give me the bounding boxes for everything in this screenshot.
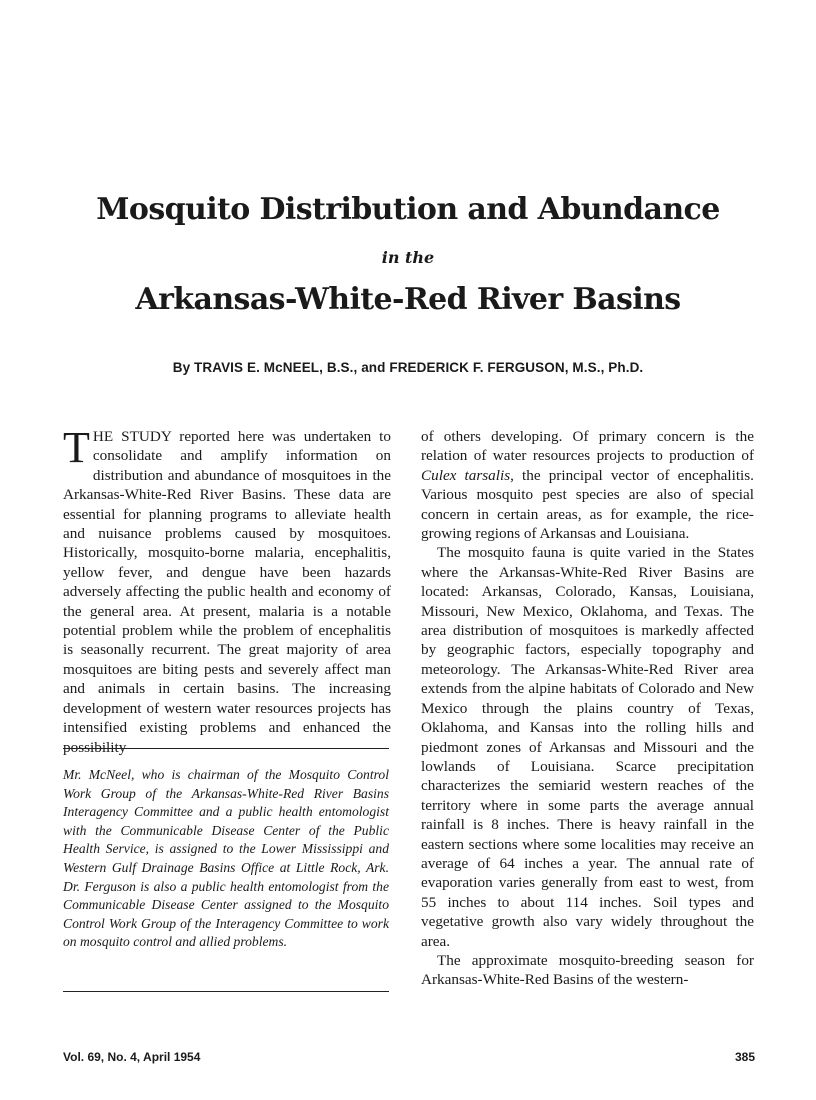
continued-paragraph <box>421 427 754 543</box>
body-column-left <box>63 423 391 757</box>
intro-paragraph <box>63 423 391 757</box>
body-column-right <box>421 427 754 990</box>
page-number: 385 <box>734 1050 755 1064</box>
author-footnote: Mr. McNeel, who is chairman of the Mosquito Control Work Group of the Arkansas-White-Red River Basins Interagency Committee and a public health entomologist with the Communicable Disease Center of the Public Health Service, is assigned to the Lower Mississippi and Western Gulf Drainage Basins Office at Little Rock, Ark. Dr. Ferguson is also a public health entomologist from the Communicable Disease Center assigned to the Mosquito Control Work Group of the Interagency Committee to work on mosquito control and allied problems. <box>63 767 389 950</box>
article-title-connector: in the <box>381 248 435 267</box>
footnote-rule-bottom <box>63 991 389 992</box>
continued-paragraph-text-b: , the principal vector of encephalitis. Various mosquito pest species are also of special concern in certain areas, as for example, the rice-growing regions of Arkansas and Louisiana. <box>421 466 754 543</box>
footnote-rule-top <box>63 748 389 749</box>
lead-in-caps: HE STUDY <box>92 428 172 445</box>
intro-paragraph-text: reported here was undertaken to consolidate and amplify information on distribution and abundance of mosquitoes in the Arkansas-White-Red River Basins. These data are essential for planning programs to alleviate health and nuisance problems caused by mosquitoes. Historically, mosquito-borne malaria, encephalitis, yellow fever, and dengue have been hazards adversely affecting the public health and economy of the general area. At present, malaria is a notable potential problem while the problem of encephalitis is seasonally recurrent. The great majority of area mosquitoes are biting pests and severely affect man and animals in certain basins. The increasing development of western water resources projects has intensified existing problems and enhanced the possibility <box>63 428 391 756</box>
drop-cap: T <box>63 423 90 472</box>
breeding-season-paragraph: The approximate mosquito-breeding season for Arkansas-White-Red Basins of the western- <box>421 951 754 989</box>
article-title-line-1: Mosquito Distribution and Abundance <box>96 192 720 227</box>
issue-info: Vol. 69, No. 4, April 1954 <box>63 1050 201 1064</box>
continued-paragraph-text-a: of others developing. Of primary concern is the relation of water resources projects to production of <box>421 428 754 465</box>
species-name: Culex tarsalis <box>421 466 511 484</box>
article-title-line-2: Arkansas-White-Red River Basins <box>135 282 681 317</box>
fauna-paragraph: The mosquito fauna is quite varied in the States where the Arkansas-White-Red River Basins are located: Arkansas, Colorado, Kansas, Louisiana, Missouri, New Mexico, Oklahoma, and Texas. The area distribution of mosquitoes is markedly affected by geographic factors, especially topography and meteorology. The Arkansas-White-Red River area extends from the alpine habitats of Colorado and New Mexico through the plains country of Texas, Oklahoma, and Kansas into the rolling hills and piedmont zones of Arkansas and Missouri and the lowlands of Louisiana. Scarce precipitation characterizes the semiarid western reaches of the territory where in some parts the average annual rainfall is 8 inches. There is heavy rainfall in the eastern sections where some localities may receive an average of 64 inches a year. The annual rate of evaporation varies generally from east to west, from 55 inches to about 114 inches. Soil types and vegetative growth also vary widely throughout the area. <box>421 544 754 950</box>
author-byline: By TRAVIS E. McNEEL, B.S., and FREDERICK F. FERGUSON, M.S., Ph.D. <box>172 360 644 375</box>
